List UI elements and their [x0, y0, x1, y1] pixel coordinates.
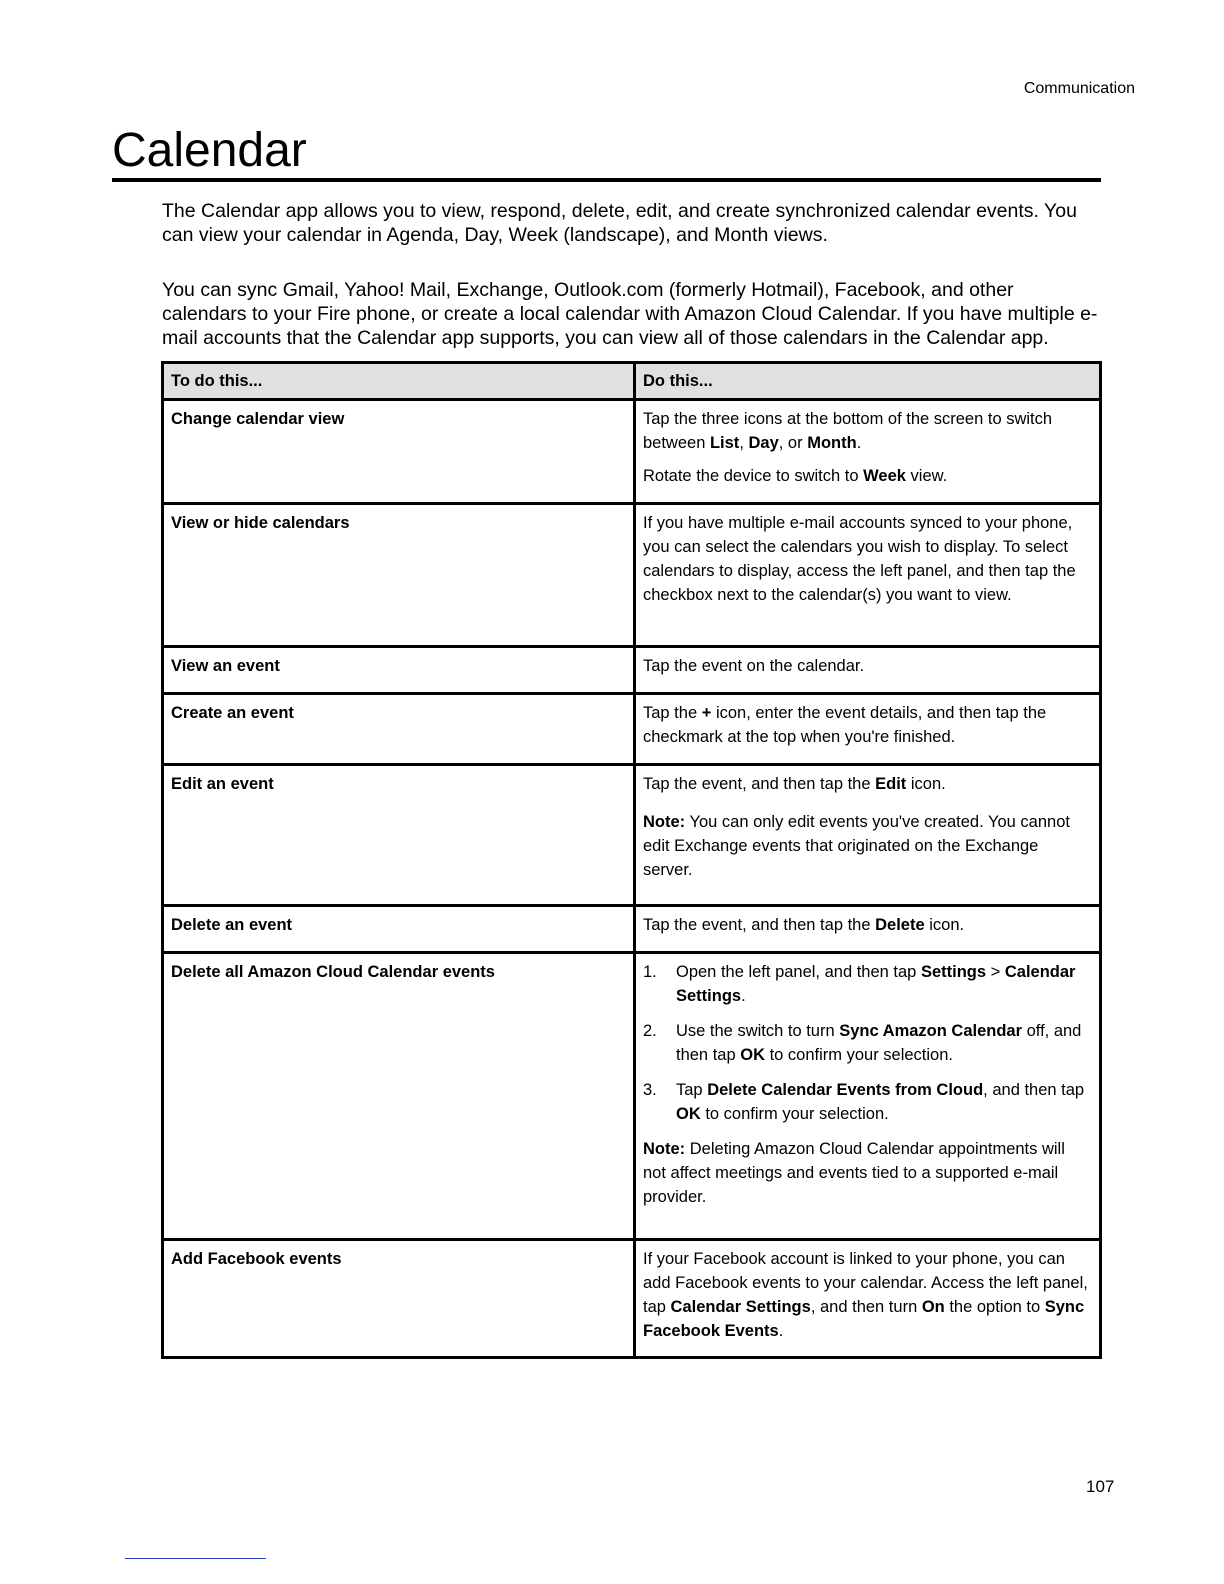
task-cell: Create an event	[163, 694, 635, 765]
table-row	[163, 400, 1101, 504]
task-cell: Add Facebook events	[163, 1240, 635, 1358]
action-cell	[635, 953, 1101, 1240]
task-cell: Delete an event	[163, 906, 635, 953]
column-header-task: To do this...	[163, 363, 635, 400]
task-cell: View or hide calendars	[163, 504, 635, 647]
action-text: Rotate the device to switch to Week view.	[643, 467, 948, 485]
action-cell	[635, 694, 1101, 765]
action-cell	[635, 647, 1101, 694]
task-cell: View an event	[163, 647, 635, 694]
plus-icon: +	[701, 704, 712, 722]
note-text: Note: You can only edit events you've created. You cannot edit Exchange events that originated on the Exchange server.	[643, 813, 1070, 879]
table-row	[163, 906, 1101, 953]
intro-paragraph: The Calendar app allows you to view, respond, delete, edit, and create synchronized calendar events. You can view your calendar in Agenda, Day, Week (landscape), and Month views.	[162, 200, 1077, 246]
table-row	[163, 953, 1101, 1240]
steps-list	[643, 960, 1092, 1126]
note-text: Note: Deleting Amazon Cloud Calendar appointments will not affect meetings and events tied to a supported e-mail provider.	[643, 1140, 1065, 1206]
action-cell	[635, 400, 1101, 504]
action-cell	[635, 765, 1101, 906]
intro-paragraph: You can sync Gmail, Yahoo! Mail, Exchange, Outlook.com (formerly Hotmail), Facebook, and other calendars to your Fire phone, or create a local calendar with Amazon Cloud Calendar. If you have multiple e-mail accounts that the Calendar app supports, you can view all of those calendars in the Calendar app.	[162, 279, 1098, 349]
action-cell	[635, 906, 1101, 953]
table-header-row	[163, 363, 1101, 400]
action-text: Tap the three icons at the bottom of the screen to switch between List, Day, or Month.	[643, 410, 1053, 452]
section-header: Communication	[1023, 80, 1135, 97]
table-row	[163, 1240, 1101, 1358]
action-text: Tap the event, and then tap the Delete icon.	[643, 916, 965, 934]
list-item: 2. Use the switch to turn Sync Amazon Calendar off, and then tap OK to confirm your selection.	[643, 1022, 1082, 1064]
table-row	[163, 647, 1101, 694]
action-text: Tap the event, and then tap the Edit icon.	[643, 775, 946, 793]
calendar-tasks-table	[161, 361, 1102, 1359]
task-cell: Delete all Amazon Cloud Calendar events	[163, 953, 635, 1240]
action-cell	[635, 1240, 1101, 1358]
column-header-action: Do this...	[635, 363, 1101, 400]
action-text: Tap the event on the calendar.	[643, 657, 865, 675]
table-row	[163, 504, 1101, 647]
table-row	[163, 765, 1101, 906]
footer-divider	[125, 1558, 266, 1559]
list-item: 3. Tap Delete Calendar Events from Cloud, and then tap OK to confirm your selection.	[643, 1081, 1085, 1123]
action-text: If your Facebook account is linked to your phone, you can add Facebook events to your calendar. Access the left panel, tap Calendar Settings, and then turn On the option to Sync Facebook Events.	[643, 1250, 1088, 1340]
page-number: 107	[1086, 1477, 1115, 1496]
task-cell: Edit an event	[163, 765, 635, 906]
action-text: Tap the + icon, enter the event details, and then tap the checkmark at the top when you're finished.	[643, 704, 1047, 746]
table-row	[163, 694, 1101, 765]
task-cell: Change calendar view	[163, 400, 635, 504]
list-item: 1. Open the left panel, and then tap Settings > Calendar Settings.	[643, 963, 1076, 1005]
action-text: If you have multiple e-mail accounts synced to your phone, you can select the calendars you wish to display. To select calendars to display, access the left panel, and then tap the checkbox next to the calendar(s) you want to view.	[643, 514, 1076, 604]
page-title: Calendar	[112, 124, 1101, 182]
action-cell	[635, 504, 1101, 647]
